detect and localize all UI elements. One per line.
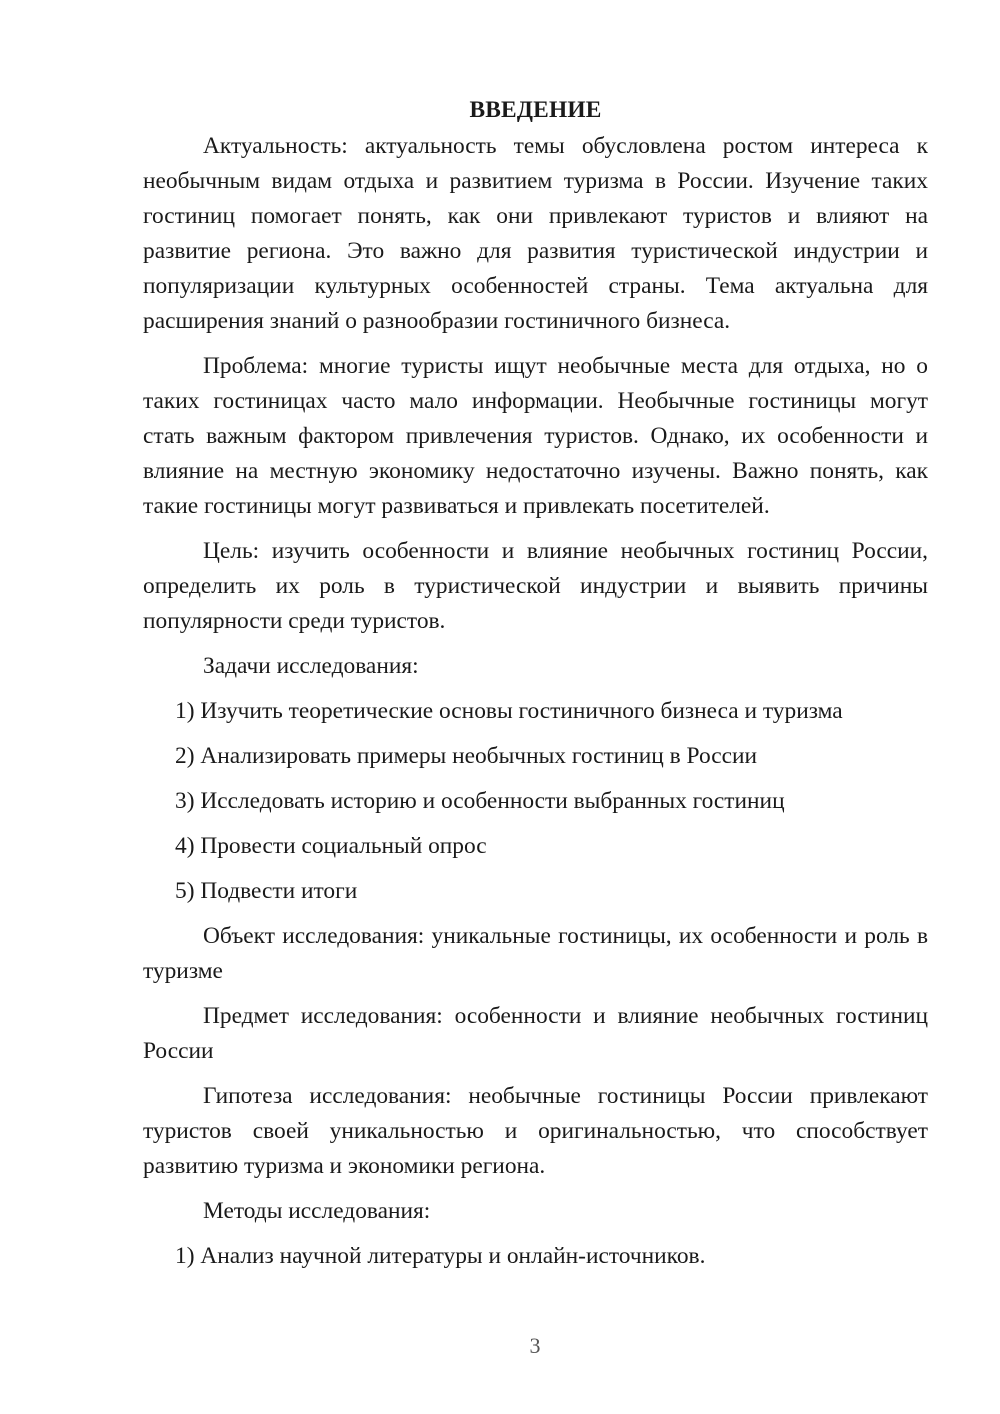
problem-paragraph: Проблема: многие туристы ищут необычные места для отдыха, но о таких гостиницах часто мало информации. Необычные гостиницы могут стать важным фактором привлечения туристов. Однако, их особенности и влияние на местную экономику недостаточно изучены. Важно понять, как такие гостиницы могут развиваться и привлекать посетителей. [143,353,928,519]
hypothesis-paragraph: Гипотеза исследования: необычные гостиницы России привлекают туристов своей уникальностью и оригинальностью, что способствует развитию туризма и экономики региона. [143,1083,928,1179]
goal-paragraph: Цель: изучить особенности и влияние необычных гостиниц России, определить их роль в туристической индустрии и выявить причины популярности среди туристов. [143,538,928,634]
relevance-paragraph: Актуальность: актуальность темы обусловлена ростом интереса к необычным видам отдыха и развитием туризма в России. Изучение таких гостиниц помогает понять, как они привлекают туристов и влияют на развитие региона. Это важно для развития туристической индустрии и популяризации культурных особенностей страны. Тема актуальна для расширения знаний о разнообразии гостиничного бизнеса. [143,133,928,334]
object-paragraph: Объект исследования: уникальные гостиницы, их особенности и роль в туризме [143,923,928,984]
task-item: 2) Анализировать примеры необычных гостиниц в России [175,743,758,769]
task-item: 3) Исследовать историю и особенности выбранных гостиниц [175,788,785,814]
task-item: 4) Провести социальный опрос [175,833,487,859]
task-item: 5) Подвести итоги [175,878,358,904]
task-item: 1) Изучить теоретические основы гостиничного бизнеса и туризма [175,698,843,724]
page-number: 3 [529,1333,541,1358]
section-title: ВВЕДЕНИЕ [469,97,602,123]
methods-list [143,1239,928,1274]
tasks-list [143,694,928,909]
document-body [143,93,928,1284]
methods-heading: Методы исследования: [203,1198,431,1224]
tasks-heading: Задачи исследования: [203,653,419,679]
method-item: 1) Анализ научной литературы и онлайн-источников. [175,1243,706,1269]
subject-paragraph: Предмет исследования: особенности и влияние необычных гостиниц России [143,1003,928,1064]
